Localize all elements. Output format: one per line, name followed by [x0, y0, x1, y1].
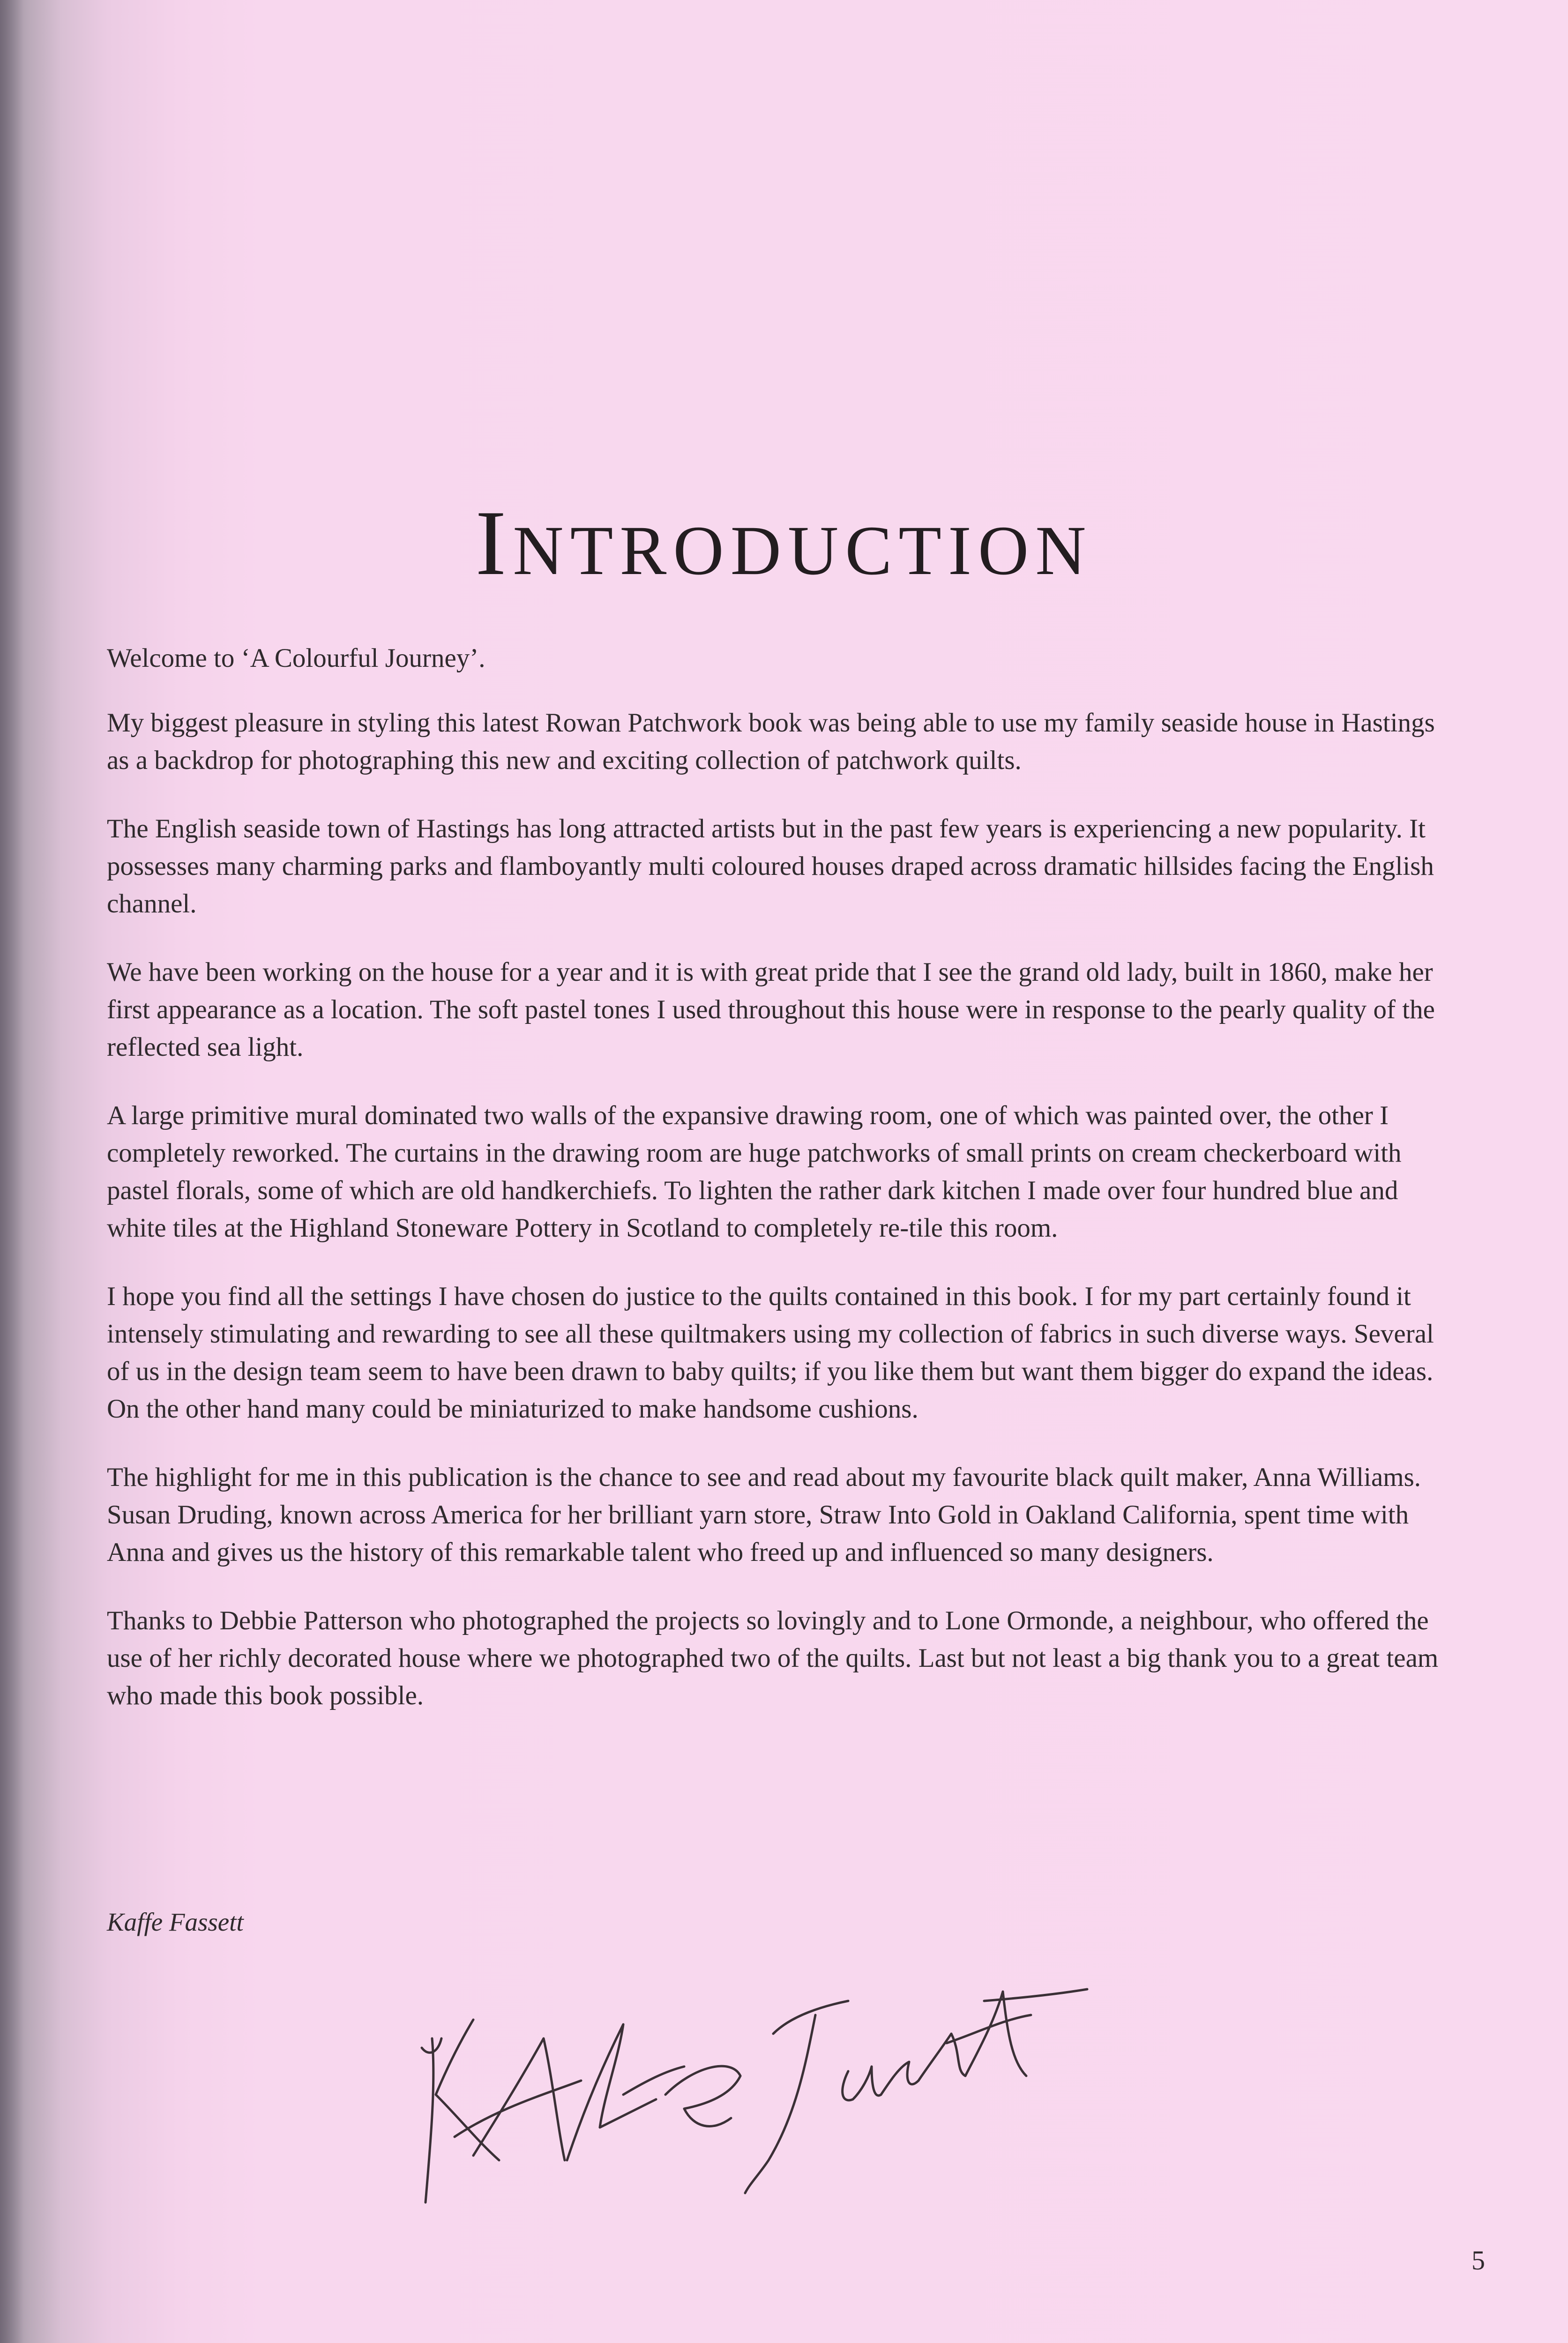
page-title — [0, 492, 1568, 594]
introduction-body — [107, 640, 1456, 1746]
paragraph-mural: A large primitive mural dominated two walls of the expansive drawing room, one of which was painted over, the other I completely reworked. The curtains in the drawing room are huge patchworks of small prints on cream checkerboard with pastel florals, some of which are old handkerchiefs. To lighten the rather dark kitchen I made over four hundred blue and white tiles at the Highland Stoneware Pottery in Scotland to completely re-tile this room. — [107, 1101, 1402, 1243]
paragraph-thanks: Thanks to Debbie Patterson who photographed the projects so lovingly and to Lone Ormonde, a neighbour, who offered the use of her richly decorated house where we photographed two of the quilts. Last but not least a big thank you to a great team who made this book possible. — [107, 1606, 1439, 1710]
paragraph-styling: My biggest pleasure in styling this latest Rowan Patchwork book was being able to use my family seaside house in Hastings as a backdrop for photographing this new and exciting collection of patchwork quilts. — [107, 708, 1435, 775]
paragraph-house: We have been working on the house for a year and it is with great pride that I see the grand old lady, built in 1860, make her first appearance as a location. The soft pastel tones I used throughout this house were in response to the pearly quality of the reflected sea light. — [107, 957, 1435, 1062]
handwritten-signature — [403, 1940, 1115, 2221]
title-initial: I — [475, 492, 513, 594]
page-number: 5 — [1471, 2245, 1485, 2276]
title-rest: NTRODUCTION — [513, 512, 1093, 589]
paragraph-welcome: Welcome to ‘A Colourful Journey’. — [107, 643, 485, 673]
paragraph-highlight: The highlight for me in this publication is the chance to see and read about my favourite black quilt maker, Anna Williams. Susan Druding, known across America for her brilliant yarn store, Straw Into Gold in Oakland California, spent time with Anna and gives us the history of this remarkable talent who freed up and influenced so many designers. — [107, 1463, 1421, 1567]
paragraph-hastings: The English seaside town of Hastings has long attracted artists but in the past few years is experiencing a new popularity. It possesses many charming parks and flamboyantly multi coloured houses draped across dramatic hillsides facing the English channel. — [107, 814, 1434, 918]
author-name: Kaffe Fassett — [107, 1908, 244, 1936]
spine-shadow — [0, 0, 23, 2343]
paragraph-settings: I hope you find all the settings I have chosen do justice to the quilts contained in this book. I for my part certainly found it intensely stimulating and rewarding to see all these quiltmakers using my collection of fabrics in such diverse ways. Several of us in the design team seem to have been drawn to baby quilts; if you like them but want them bigger do expand the ideas. On the other hand many could be miniaturized to make handsome cushions. — [107, 1282, 1434, 1424]
